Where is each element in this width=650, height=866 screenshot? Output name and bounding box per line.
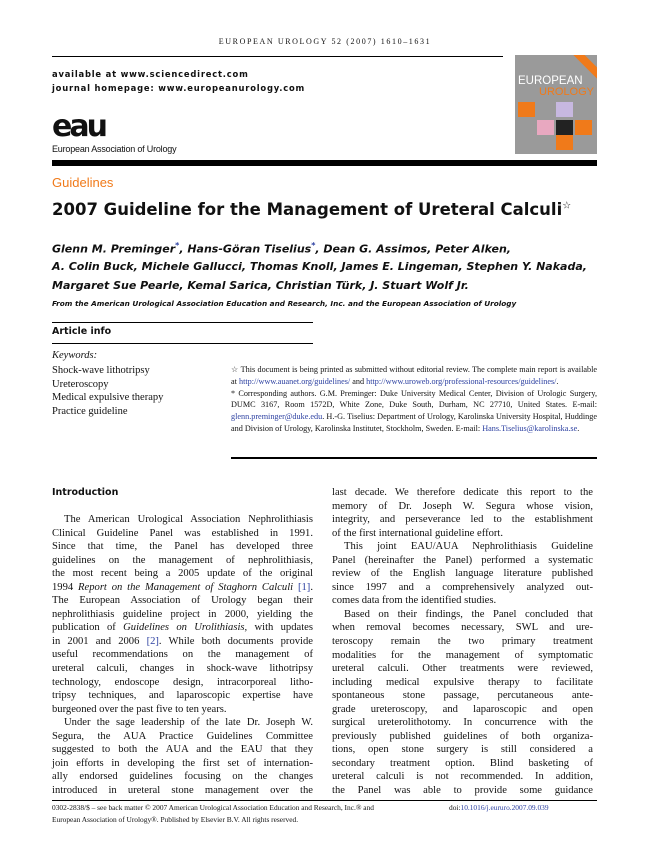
doi: doi:10.1016/j.eururo.2007.09.039	[449, 803, 549, 812]
left-column	[52, 513, 313, 797]
text-segment: Segura, the AUA Practice Guidelines Committee	[52, 730, 313, 742]
cover-title-2: UROLOGY	[539, 86, 595, 98]
email-preminger[interactable]: glenn.preminger@duke.edu	[231, 412, 323, 422]
text-line	[332, 649, 593, 663]
keyword: Practice guideline	[52, 406, 128, 418]
keyword: Medical expulsive therapy	[52, 392, 164, 404]
eau-logo-mark: eau	[52, 109, 105, 144]
text-segment: Since that time, the Panel has developed three	[52, 541, 313, 553]
text-segment: This joint EAU/AUA Nephrolithiasis Guideline	[344, 541, 593, 553]
text-line	[52, 581, 313, 595]
text-segment: publication of	[52, 622, 124, 634]
text-line	[332, 594, 593, 608]
text-segment: introduced in ureteral stone management over the	[52, 784, 313, 796]
eau-logo-name: European Association of Urology	[52, 144, 177, 154]
text-line	[332, 621, 593, 635]
footnote-rule	[231, 457, 597, 459]
text-segment: useful recommendations on the management of	[52, 649, 313, 661]
text-line	[52, 594, 313, 608]
text-line	[332, 635, 593, 649]
text-segment: comes data from the identified studies.	[332, 595, 497, 607]
text-segment: .	[310, 581, 313, 593]
text-line	[332, 689, 593, 703]
author-names: A. Colin Buck, Michele Gallucci, Thomas Knoll, James E. Lingeman, Stephen Y. Nakada,	[52, 260, 587, 273]
text-segment: when removal becomes necessary, SWL and ure-	[332, 622, 593, 634]
keyword: Ureteroscopy	[52, 378, 109, 390]
text-segment: spontaneous stone passage, percutaneous ante-	[332, 690, 593, 702]
text-line	[332, 770, 593, 784]
text-segment: nephrolithiasis guideline project in 2000, yielding the	[52, 608, 313, 620]
email-tiselius[interactable]: Hans.Tiselius@karolinska.se	[482, 423, 578, 433]
sciencedirect-link[interactable]: available at www.sciencedirect.com	[52, 69, 249, 79]
text-segment: Report on the Management of Staghorn Calculi	[78, 581, 294, 593]
auanet-link[interactable]: http://www.auanet.org/guidelines/	[238, 376, 351, 386]
text-line	[52, 540, 313, 554]
copyright-line-1: 0302-2838/$ – see back matter © 2007 American Urological Association Education and Research, Inc.® and	[52, 803, 374, 812]
corresponding-author-mark: *	[175, 241, 180, 250]
text-segment: technology, endoscope design, intracorporeal litho-	[52, 676, 313, 688]
text-line	[52, 757, 313, 771]
text-segment: tripsy techniques, and laparoscopic expertise have	[52, 690, 313, 702]
corresponding-author-mark: *	[311, 241, 316, 250]
text-segment: Clinical Guideline Panel was established in 1991.	[52, 527, 313, 539]
text-line	[332, 581, 593, 595]
text-line	[332, 513, 593, 527]
author-line	[52, 279, 469, 292]
text-segment: surgical ureterolithotomy. In concurrence with the	[332, 717, 593, 729]
text-segment: previously published guidelines of both organiza-	[332, 730, 593, 742]
journal-homepage-link[interactable]: journal homepage: www.europeanurology.com	[52, 83, 306, 93]
footer-rule	[52, 800, 597, 801]
text-segment: last decade. We therefore dedicate this report to the	[332, 487, 593, 498]
running-head: EUROPEAN UROLOGY 52 (2007) 1610–1631	[218, 37, 432, 46]
text-segment: memory of Dr. Joseph W. Segura whose vision,	[332, 500, 593, 512]
text-line	[332, 676, 593, 690]
eau-logo	[52, 109, 177, 154]
text-line	[52, 689, 313, 703]
footnotes: ☆ This document is being printed as submitted without editorial review. The complete main report is available at http://www.auanet.org/guidelines/ and http://www.uroweb.org/professional-resources/guidelines/. * Corresponding authors. G.M. Preminger: Duke University Medical Center, Division of Urologic Surgery, DUMC 3167, Room 1572D, White Zone, Duke South, Durham, NC 27710, United States. E-mail: glenn.preminger@duke.edu. H.-G. Tiselius: Department of Urology, Karolinska University Hospital, Huddinge and Division of Urology, Karolinska Institutet, Stockholm, Sweden. E-mail: Hans.Tiselius@karolinska.se.	[231, 365, 597, 433]
text-segment: teroscopy remain the two primary treatment	[332, 636, 593, 648]
author-names: Glenn M. Preminger	[52, 242, 176, 256]
citation-link[interactable]: [2]	[146, 635, 159, 647]
author-names: , Dean G. Assimos, Peter Alken,	[315, 242, 511, 256]
affiliation: From the American Urological Association Education and Research, Inc. and the European Association of Urology	[52, 299, 517, 308]
text-segment: since 1997 and a comprehensively analyzed out-	[332, 581, 593, 593]
text-segment: Guidelines on Urolithiasis,	[123, 622, 248, 634]
text-segment: The American Urological Association Nephrolithiasis	[64, 514, 313, 525]
text-line	[332, 716, 593, 730]
author-names: Margaret Sue Pearle, Kemal Sarica, Christian Türk, J. Stuart Wolf Jr.	[52, 279, 469, 292]
journal-cover-image	[515, 55, 597, 154]
text-segment: The European Association of Urology began their	[52, 595, 313, 607]
text-segment: tions, open stone surgery is still considered a	[332, 744, 593, 756]
text-line	[332, 554, 593, 568]
keyword: Shock-wave lithotripsy	[52, 365, 150, 376]
citation-link[interactable]: [1]	[297, 581, 311, 593]
text-segment: grade ureteroscopy, and laparoscopic and open	[332, 703, 593, 715]
text-line	[332, 540, 593, 554]
author-line	[52, 241, 511, 256]
text-segment: ureteral calculi, changes in shock-wave lithotripsy	[52, 663, 313, 675]
right-column	[332, 486, 593, 798]
copyright-line-2: European Association of Urology®. Published by Elsevier B.V. All rights reserved.	[52, 815, 299, 824]
text-segment: 1994	[52, 581, 79, 593]
text-segment: the most recent being a 2005 update of the original	[52, 568, 313, 580]
text-line	[332, 757, 593, 771]
text-segment: the Panel was able to provide some guidance	[332, 785, 593, 797]
text-segment: review of the English language literature published	[332, 568, 593, 580]
article-info-rule	[52, 343, 313, 344]
text-line	[332, 567, 593, 581]
doi-link[interactable]: 10.1016/j.eururo.2007.09.039	[460, 803, 549, 812]
text-line	[52, 770, 313, 784]
text-segment: including medical expulsive therapy to facilitate	[332, 676, 593, 688]
title-footnote-mark: ☆	[562, 200, 572, 212]
text-line	[332, 486, 593, 500]
text-segment: of the first international guideline effort.	[332, 527, 504, 539]
text-segment: . While both documents provide	[158, 635, 313, 647]
text-segment: ureteral calculi. Other treatments were reviewed,	[332, 663, 593, 675]
introduction-heading: Introduction	[52, 487, 119, 498]
header-bar	[52, 160, 597, 166]
text-line	[332, 703, 593, 717]
text-line	[52, 554, 313, 568]
text-line	[52, 716, 313, 730]
article-info-rule-top	[52, 322, 313, 323]
text-segment: burgeoned over the past five to ten years.	[52, 703, 227, 715]
text-line	[52, 513, 313, 527]
text-line	[52, 608, 313, 622]
section-label: Guidelines	[52, 175, 114, 190]
text-line	[52, 527, 313, 541]
text-line	[52, 784, 313, 798]
text-line	[332, 608, 593, 622]
text-segment: Panel (hereinafter the Panel) performed a systematic	[332, 554, 593, 566]
text-segment: Based on their findings, the Panel concluded that	[344, 608, 593, 620]
cover-title-1: EUROPEAN	[518, 75, 583, 87]
text-line	[332, 784, 593, 798]
text-segment: ureteral calculi is not recommended. In addition,	[332, 771, 593, 783]
text-line	[332, 527, 593, 541]
uroweb-link[interactable]: http://www.uroweb.org/professional-resources/guidelines/	[366, 376, 557, 386]
text-segment: integrity, and perseverance led to the establishment	[332, 514, 593, 526]
text-line	[52, 567, 313, 581]
text-segment: guidelines on the management of nephrolithiasis,	[52, 554, 313, 566]
text-line	[52, 730, 313, 744]
text-line	[52, 662, 313, 676]
text-line	[332, 730, 593, 744]
text-line	[52, 635, 313, 649]
text-segment: suggested to both the AUA and the EAU that they	[52, 744, 313, 756]
text-line	[332, 743, 593, 757]
text-line	[52, 743, 313, 757]
text-segment: in 2001 and 2006	[52, 635, 147, 647]
author-names: , Hans-Göran Tiselius	[179, 242, 312, 256]
text-line	[52, 703, 313, 717]
text-line	[52, 621, 313, 635]
text-segment: join efforts in developing the first set of internation-	[52, 757, 313, 769]
article-title: 2007 Guideline for the Management of Ureteral Calculi☆	[52, 200, 572, 219]
article-info-heading: Article info	[52, 326, 112, 337]
text-line	[332, 500, 593, 514]
text-line	[332, 662, 593, 676]
keywords-label: Keywords:	[52, 350, 98, 361]
author-line	[52, 260, 587, 273]
text-line	[52, 676, 313, 690]
text-segment: ally endorsed guidelines focusing on the changes	[52, 771, 313, 783]
text-segment: Under the sage leadership of the late Dr. Joseph W.	[64, 717, 313, 729]
text-segment: with updates	[247, 622, 313, 634]
text-line	[52, 648, 313, 662]
text-segment: modalities for the management of symptomatic	[332, 649, 593, 661]
text-segment: secondary treatment option. Blind basketing of	[332, 757, 593, 769]
header-rule	[52, 56, 503, 57]
